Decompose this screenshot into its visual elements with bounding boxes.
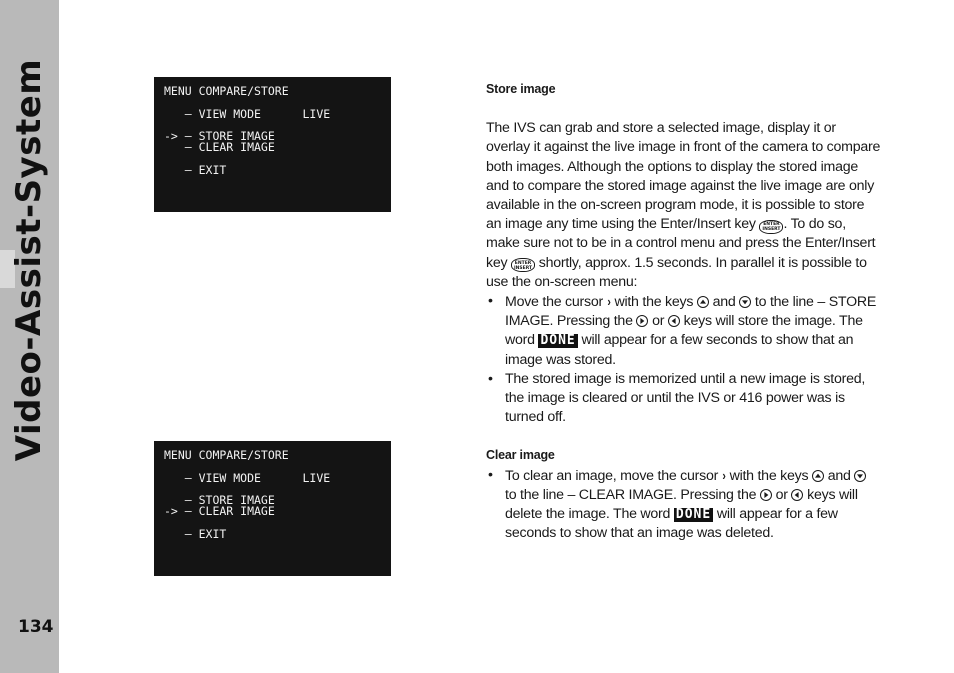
- osd-line-view-mode: – VIEW MODE LIVE: [164, 471, 331, 485]
- done-label: DONE: [540, 333, 576, 349]
- down-arrow-key-icon: [854, 470, 866, 482]
- osd-screen-clear: [154, 441, 391, 576]
- sidebar: [0, 0, 59, 673]
- osd-line-view-mode: – VIEW MODE LIVE: [164, 107, 331, 121]
- heading-store-image: Store image: [486, 82, 556, 96]
- store-intro-paragraph: The IVS can grab and store a selected image, display it or overlay it against the live image in front of the camera to compare both images. Although the options to display the stored image and to compare the stored image against the live image are only available in the on-screen program mode, it is possible to store an image any time using the Enter/Insert key ENTER INSERT . To do so, make sure not to be in a control menu and press the Enter/Insert key ENTER INSERT shortly, approx. 1.5 seconds. In parallel it is possible to use the on-screen menu:: [486, 120, 881, 290]
- osd-menu-title: MENU COMPARE/STORE: [164, 448, 289, 462]
- osd-line-exit: – EXIT: [164, 163, 227, 177]
- done-label: DONE: [675, 507, 712, 523]
- cursor-chevron-icon: ›: [607, 294, 611, 310]
- store-bullet-list: [486, 292, 881, 427]
- cursor-chevron-icon: ›: [722, 467, 726, 483]
- up-arrow-key-icon: [812, 470, 824, 482]
- down-arrow-key-icon: [739, 296, 751, 308]
- heading-clear-image: Clear image: [486, 448, 555, 463]
- body-text-column: [486, 80, 881, 543]
- right-arrow-key-icon: [760, 489, 772, 501]
- right-arrow-key-icon: [636, 315, 648, 327]
- left-arrow-key-icon: [668, 315, 680, 327]
- osd-screen-store: [154, 77, 391, 212]
- osd-line-store-image: -> – STORE IMAGE: [164, 129, 275, 143]
- enter-insert-key-icon: ENTER INSERT: [759, 220, 783, 234]
- osd-line-clear-image: -> – CLEAR IMAGE: [164, 504, 275, 518]
- enter-insert-key-icon: ENTER INSERT: [511, 258, 535, 272]
- osd-line-exit: – EXIT: [164, 527, 227, 541]
- osd-line-clear-image: – CLEAR IMAGE: [164, 140, 275, 154]
- list-item: • To clear an image, move the cursor › with the keys and to the line – CLEAR IMAGE. Pressing the or keys will delete the image. The word DONE will appear for a few seconds to show that an image was deleted.: [486, 466, 881, 544]
- clear-bullet-list: [486, 466, 881, 544]
- osd-line-store-image: – STORE IMAGE: [164, 493, 275, 507]
- left-arrow-key-icon: [791, 489, 803, 501]
- up-arrow-key-icon: [697, 296, 709, 308]
- list-item: • The stored image is memorized until a new image is stored, the image is cleared or until the IVS or 416 power was is turned off.: [486, 370, 881, 428]
- vertical-title: Video-Assist-System: [9, 58, 49, 462]
- list-item: • Move the cursor › with the keys and to the line – STORE IMAGE. Pressing the or keys will store the image. The word DONE will appear for a few seconds to show that an image was stored.: [486, 292, 881, 370]
- osd-menu-title: MENU COMPARE/STORE: [164, 84, 289, 98]
- page-number: 134: [18, 617, 54, 637]
